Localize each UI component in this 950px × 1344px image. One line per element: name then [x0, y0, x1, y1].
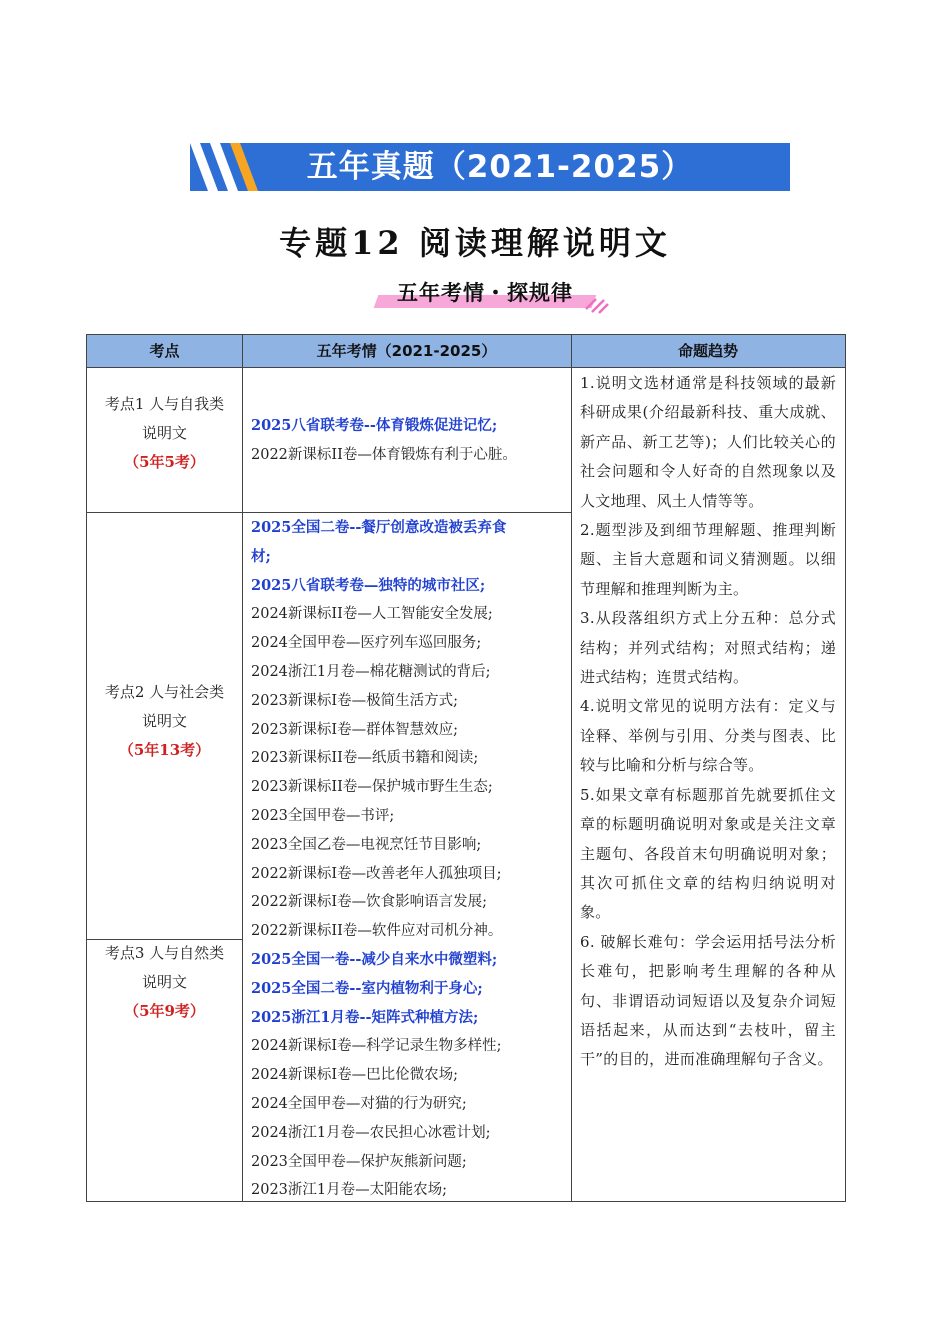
trend-paragraph: 1.说明文选材通常是科技领域的最新科研成果(介绍最新科技、重大成就、新产品、新工艺等)；人们比较关心的社会问题和令人好奇的自然现象以及人文地理、风土人情等等。: [580, 374, 836, 510]
exam-item: 2024全国甲卷—医疗列车巡回服务;: [251, 635, 482, 652]
exam-item: 2022新课标II卷—体育锻炼有利于心脏。: [251, 446, 517, 463]
trend-paragraph: 4.说明文常见的说明方法有：定义与诠释、举例与引用、分类与图表、比较与比喻和分析与综合等。: [580, 697, 836, 775]
exam-item: 2022新课标I卷—改善老年人孤独项目;: [251, 865, 502, 882]
exam-item: 2024浙江1月卷—农民担心冰雹计划;: [251, 1124, 491, 1141]
exam-item: 2022新课标II卷—软件应对司机分神。: [251, 923, 503, 940]
exam-item: 2025全国一卷--减少自来水中微塑料;: [251, 951, 498, 968]
exam-item: 2025全国二卷--室内植物利于身心;: [251, 979, 483, 997]
topic-count: （5年13考）: [118, 741, 211, 759]
trend-paragraph: 2.题型涉及到细节理解题、推理判断题、主旨大意题和词义猜测题。以细节理解和推理判断为主。: [580, 521, 836, 598]
banner-title: 五年真题（2021-2025）: [306, 149, 694, 185]
exam-item: 2023新课标II卷—纸质书籍和阅读;: [251, 750, 479, 767]
header-trend: 命题趋势: [571, 335, 845, 367]
exam-analysis-table: [86, 334, 846, 1202]
exam-item: 2024新课标I卷—科学记录生物多样性;: [251, 1038, 502, 1055]
topic-cell-self: [87, 390, 242, 477]
trend-paragraph: 6. 破解长难句：学会运用括号法分析长难句，把影响考生理解的各种从句、非谓语动词短语以及复杂介词短语括起来，从而达到“去枝叶，留主干”的目的，进而准确理解句子含义。: [580, 932, 836, 1069]
topic-name: 考点3 人与自然类: [104, 944, 225, 962]
topic-name: 考点2 人与社会类: [104, 683, 225, 701]
exam-item: 2023新课标I卷—群体智慧效应;: [251, 721, 459, 738]
trend-paragraph: 5.如果文章有标题那首先就要抓住文章的标题明确说明对象或是关注文章主题句、各段首末句明确说明对象；其次可抓住文章的结构归纳说明对象。: [580, 785, 836, 922]
subtitle-text: 五年考情・探规律: [397, 281, 573, 305]
exam-item: 2023全国乙卷—电视烹饪节目影响;: [251, 836, 482, 853]
topic-name-suffix: 说明文: [141, 712, 187, 730]
topic-name-suffix: 说明文: [141, 973, 187, 991]
exam-item: 2025八省联考卷—独特的城市社区;: [251, 576, 486, 594]
exam-item: 2024浙江1月卷—棉花糖测试的背后;: [251, 663, 491, 680]
exam-item: 2024新课标I卷—巴比伦微农场;: [251, 1067, 459, 1084]
exam-item: 2024新课标II卷—人工智能安全发展;: [251, 606, 493, 623]
topic-cell-society: [87, 678, 242, 765]
topic-count: （5年5考）: [124, 453, 205, 471]
exam-list-society: [242, 514, 571, 946]
section-subtitle: [370, 275, 620, 315]
topic-count: （5年9考）: [124, 1002, 205, 1020]
exam-item: 2022新课标I卷—饮食影响语言发展;: [251, 894, 488, 911]
exam-item: 材;: [251, 547, 271, 565]
exam-item: 2023全国甲卷—书评;: [251, 807, 395, 824]
header-banner: [190, 143, 790, 191]
exam-list-nature: [242, 946, 571, 1205]
trend-paragraph: 3.从段落组织方式上分五种：总分式结构；并列式结构；对照式结构；递进式结构；连贯式结构。: [580, 609, 836, 687]
header-topic: 考点: [87, 335, 242, 367]
topic-cell-nature: [87, 939, 242, 1026]
exam-item: 2023新课标I卷—极简生活方式;: [251, 692, 459, 709]
exam-item: 2025浙江1月卷--矩阵式种植方法;: [251, 1008, 479, 1026]
row-divider-1: [87, 512, 571, 513]
topic-name-suffix: 说明文: [141, 424, 187, 442]
exam-item: 2023全国甲卷—保护灰熊新问题;: [251, 1153, 467, 1170]
exam-item: 2025全国二卷--餐厅创意改造被丢弃食: [251, 519, 507, 536]
exam-item: 2025八省联考卷--体育锻炼促进记忆;: [251, 417, 498, 434]
document-title: 专题12 阅读理解说明文: [279, 224, 671, 262]
exam-list-self: [242, 412, 571, 470]
header-five-years: 五年考情（2021-2025）: [242, 335, 571, 367]
exam-item: 2024全国甲卷—对猫的行为研究;: [251, 1095, 467, 1112]
topic-name: 考点1 人与自我类: [104, 395, 225, 413]
trend-cell: [572, 367, 845, 1075]
exam-item: 2023新课标II卷—保护城市野生生态;: [251, 779, 493, 796]
exam-item: 2023浙江1月卷—太阳能农场;: [251, 1182, 448, 1199]
